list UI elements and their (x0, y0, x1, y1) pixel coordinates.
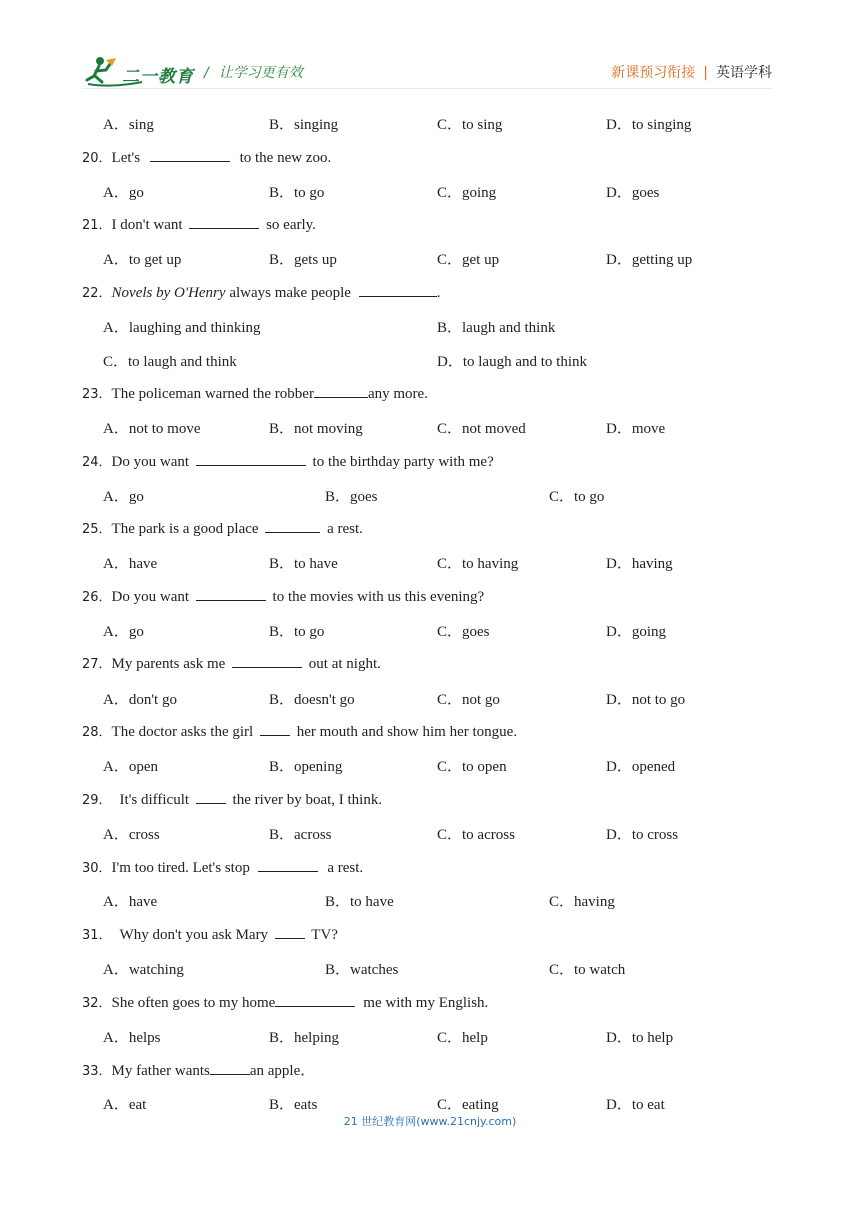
question-number: 29． (82, 793, 112, 808)
question-text: She often goes to my home (111, 995, 276, 1011)
option-d: D．to singing (606, 117, 692, 133)
question-text-end: a rest. (327, 860, 364, 876)
question-text-end: any more. (367, 386, 428, 402)
question-text-end: to the movies with us this evening? (272, 589, 485, 605)
question-number: 32． (82, 996, 112, 1011)
option-d: D．opened (606, 759, 676, 775)
question-text-end: TV? (311, 927, 338, 943)
answer-blank (232, 653, 302, 668)
answer-blank (260, 721, 290, 736)
option-a: A．eat (103, 1097, 147, 1113)
answer-blank (265, 518, 320, 533)
option-a: A．open (103, 759, 158, 775)
question-27 (82, 653, 381, 673)
option-a: A．go (103, 185, 144, 201)
option-d: D．getting up (606, 252, 693, 268)
option-c: C．to across (437, 827, 515, 843)
question-text-end: an apple． (249, 1063, 316, 1079)
question-text: My parents ask me (111, 656, 226, 672)
answer-blank (314, 383, 368, 398)
answer-blank (189, 214, 259, 229)
option-b: B．across (269, 827, 332, 843)
question-text: I'm too tired. Let's stop (111, 860, 250, 876)
question-number: 30． (82, 861, 112, 876)
question-text: Do you want (111, 454, 190, 470)
option-c: C．not go (437, 692, 500, 708)
option-a: A．watching (103, 962, 184, 978)
question-text-end: her mouth and show him her tongue. (296, 724, 518, 740)
option-d: D．not to go (606, 692, 686, 708)
option-a: A．have (103, 894, 158, 910)
question-text-end: so early. (266, 217, 316, 233)
answer-blank (275, 992, 355, 1007)
question-text-end: to the new zoo. (239, 150, 332, 166)
answer-blank (275, 924, 305, 939)
option-d: D．to cross (606, 827, 679, 843)
question-text-end: me with my English. (363, 995, 489, 1011)
option-b: B．doesn't go (269, 692, 355, 708)
question-number: 31． (82, 928, 112, 943)
option-d: D．to help (606, 1030, 674, 1046)
option-a: A．to get up (103, 252, 182, 268)
question-text-end: to the birthday party with me? (312, 454, 494, 470)
question-text-end: the river by boat, I think. (232, 792, 383, 808)
option-c: C．to open (437, 759, 507, 775)
question-text: I don't want (111, 217, 183, 233)
answer-blank (196, 789, 226, 804)
question-number: 25． (82, 522, 112, 537)
option-b: B．helping (269, 1030, 339, 1046)
answer-blank (258, 857, 318, 872)
page-footer: 21 世纪教育网(www.21cnjy.com) (343, 1115, 517, 1128)
answer-blank (196, 451, 306, 466)
question-text-end: a rest. (327, 521, 363, 537)
question-33 (82, 1059, 315, 1080)
question-number: 23． (82, 387, 112, 402)
question-32 (82, 992, 488, 1012)
option-a: A．go (103, 489, 144, 505)
option-d: D．move (606, 421, 666, 437)
option-a: A．laughing and thinking (103, 320, 261, 336)
question-31 (82, 924, 338, 944)
slogan-text: 让学习更有效 (218, 65, 303, 81)
option-b: B．eats (269, 1097, 318, 1113)
subject-label: 英语学科 (716, 65, 772, 81)
option-a: A．sing (103, 117, 154, 133)
option-c: C．goes (437, 624, 490, 640)
option-d: D．having (606, 556, 673, 572)
option-c: C．help (437, 1030, 488, 1046)
question-25 (82, 518, 363, 538)
option-d: D．going (606, 624, 667, 640)
question-number: 33． (82, 1064, 112, 1079)
question-30 (82, 857, 363, 877)
option-b: B．to have (325, 894, 394, 910)
option-d: D．to eat (606, 1097, 665, 1113)
question-21 (82, 214, 316, 234)
option-c: C．having (549, 894, 615, 910)
option-b: B．laugh and think (437, 320, 556, 336)
option-b: B．to go (269, 185, 325, 201)
question-29 (82, 789, 382, 809)
question-number: 26． (82, 590, 112, 605)
answer-blank (210, 1060, 250, 1075)
option-d: D．to laugh and to think (437, 354, 587, 370)
slogan: / 让学习更有效 (204, 65, 303, 81)
question-number: 28． (82, 725, 112, 740)
answer-blank (359, 282, 437, 297)
option-b: B．singing (269, 117, 339, 133)
option-c: C．to having (437, 556, 519, 572)
option-c: C．eating (437, 1097, 499, 1113)
answer-blank (150, 147, 230, 162)
option-b: B．gets up (269, 252, 337, 268)
header-separator: | (703, 65, 708, 81)
option-a: A．have (103, 556, 158, 572)
question-text: Do you want (111, 589, 190, 605)
option-a: A．helps (103, 1030, 161, 1046)
question-text-end: . (436, 285, 441, 301)
question-title-italic: Novels by O'Henry (111, 285, 226, 301)
question-number: 21． (82, 218, 112, 233)
question-text: My father wants (111, 1063, 210, 1079)
option-b: B．goes (325, 489, 378, 505)
header-divider (82, 88, 772, 89)
question-text: The doctor asks the girl (111, 724, 254, 740)
option-c: C．to go (549, 489, 605, 505)
question-23 (82, 383, 428, 403)
option-c: C．not moved (437, 421, 526, 437)
option-b: B．opening (269, 759, 343, 775)
question-number: 24． (82, 455, 112, 470)
question-26 (82, 586, 484, 606)
option-c: C．to sing (437, 117, 503, 133)
question-text-end: out at night. (308, 656, 381, 672)
question-number: 20． (82, 151, 112, 166)
page-header (0, 0, 860, 100)
question-28 (82, 721, 517, 741)
question-24 (82, 451, 494, 471)
question-text: Why don't you ask Mary (119, 927, 269, 943)
option-b: B．to go (269, 624, 325, 640)
header-right (611, 62, 772, 82)
answer-blank (196, 586, 266, 601)
question-text: The park is a good place (111, 521, 259, 537)
question-text: always make people (229, 285, 351, 301)
course-label: 新课预习衔接 (611, 65, 696, 81)
option-a: A．cross (103, 827, 160, 843)
option-a: A．don't go (103, 692, 177, 708)
option-b: B．to have (269, 556, 338, 572)
option-a: A．go (103, 624, 144, 640)
option-c: C．going (437, 185, 497, 201)
question-text: It's difficult (119, 792, 190, 808)
option-b: B．watches (325, 962, 399, 978)
question-number: 22． (82, 286, 112, 301)
question-22 (82, 282, 440, 302)
option-d: D．goes (606, 185, 660, 201)
brand-name: 二一教育 (122, 67, 194, 87)
question-text: Let's (111, 150, 141, 166)
option-c: C．to watch (549, 962, 626, 978)
question-20 (82, 147, 331, 167)
question-text: The policeman warned the robber (111, 386, 314, 402)
question-number: 27． (82, 657, 112, 672)
option-b: B．not moving (269, 421, 363, 437)
option-c: C．get up (437, 252, 500, 268)
option-c: C．to laugh and think (103, 354, 237, 370)
option-a: A．not to move (103, 421, 201, 437)
